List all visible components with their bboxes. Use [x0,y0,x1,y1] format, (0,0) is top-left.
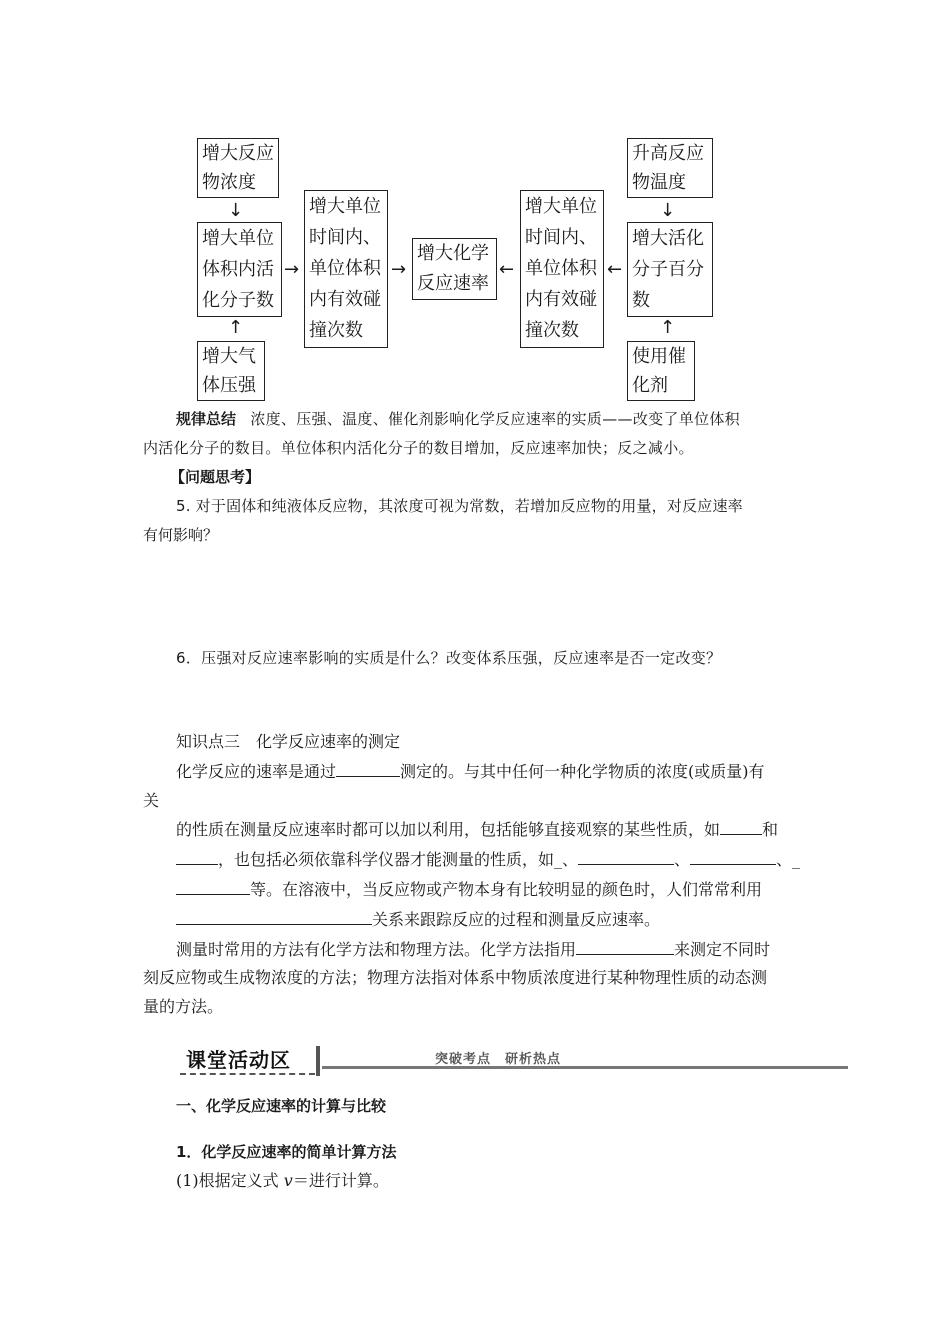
text: 、_ [776,850,801,869]
knowledge-title: 知识点三 化学反应速率的测定 [176,732,401,751]
box-line: 物浓度 [202,172,256,193]
question-6: 6．压强对反应速率影响的实质是什么？改变体系压强，反应速率是否一定改变？ [176,649,722,667]
box-increase-reaction-rate [412,238,497,300]
box-line: 增大气 [202,346,256,367]
box-line: 增大单位 [202,228,274,249]
box-line: 单位体积 [525,258,597,279]
summary-line-2: 内活化分子的数目。单位体积内活化分子的数目增加，反应速率加快；反之减小。 [143,439,694,457]
banner-subtitle: 突破考点 研析热点 [435,1052,562,1067]
text: 等。在溶液中，当反应物或产物本身有比较明显的颜色时，人们常常利用 [250,880,763,899]
box-line: 内有效碰 [309,289,381,310]
blank-observe-2 [176,848,218,865]
blank-instrument-1 [578,848,674,865]
box-line: 体积内活 [202,259,274,280]
text: ＝进行计算。 [292,1171,389,1190]
box-effective-collisions-right [520,190,604,348]
box-use-catalyst [627,341,695,401]
blank-instrument-3 [176,878,250,895]
subsection-heading: 1．化学反应速率的简单计算方法 [176,1143,397,1161]
box-line: 反应速率 [417,273,489,294]
box-effective-collisions-left [304,190,388,348]
section-banner [180,1043,315,1075]
blank-color-relation [176,908,372,925]
box-line: 化分子数 [202,290,274,311]
blank-measure [336,760,400,777]
text: 测量时常用的方法有化学方法和物理方法。化学方法指用 [176,940,577,959]
knowledge-paragraph-line: 刻反应物或生成物浓度的方法；物理方法指对体系中物质浓度进行某种物理性质的动态测 [143,968,768,987]
box-increase-pressure [197,341,265,401]
box-line: 分子百分 [632,259,704,280]
box-line: 内有效碰 [525,289,597,310]
knowledge-paragraph-line [176,848,800,871]
arrow-down-icon: ↓ [228,200,244,221]
knowledge-paragraph-line: 关 [143,791,160,810]
box-line: 单位体积 [309,258,381,279]
box-increase-concentration [197,138,279,198]
text: 测定的。与其中任何一种化学物质的浓度(或质量)有 [400,762,765,781]
knowledge-paragraph-line [176,938,770,961]
box-line: 时间内、 [309,227,381,248]
arrow-up-icon: ↑ [228,317,244,338]
box-line: 增大单位 [525,196,597,217]
knowledge-paragraph-line [176,760,765,783]
box-line: 时间内、 [525,227,597,248]
box-raise-temperature [627,138,713,198]
box-activated-molecules-count [197,222,282,317]
banner-title: 课堂活动区 [186,1048,291,1072]
text: 化学反应的速率是通过 [176,762,337,781]
text: 关系来跟踪反应的过程和测量反应速率。 [372,910,661,929]
box-line: 物温度 [632,172,686,193]
blank-chemical-method [576,938,674,955]
banner-divider [316,1046,320,1076]
box-line: 数 [632,290,650,311]
knowledge-paragraph-line [176,908,660,931]
box-activated-molecules-percent [627,222,713,317]
box-line: 增大单位 [309,196,381,217]
question-heading: 【问题思考】 [170,468,261,486]
section-heading: 一、化学反应速率的计算与比较 [176,1097,387,1115]
blank-observe-1 [720,818,762,835]
blank-instrument-2 [690,848,776,865]
velocity-symbol: v [283,1171,293,1190]
summary-line-1 [176,408,740,430]
arrow-up-icon: ↑ [660,317,676,338]
box-line: 增大活化 [632,228,704,249]
arrow-left-icon: ← [499,259,515,280]
box-line: 使用催 [632,346,686,367]
arrow-right-icon: → [284,259,300,280]
arrow-right-icon: → [391,259,407,280]
box-line: 增大化学 [417,243,489,264]
box-line: 增大反应 [202,143,274,164]
text: ，也包括必须依靠科学仪器才能测量的性质，如_、 [218,850,579,869]
knowledge-paragraph-line [176,818,778,841]
question-5-line-1: 5. 对于固体和纯液体反应物，其浓度可视为常数，若增加反应物的用量，对反应速率 [176,497,743,515]
text: (1)根据定义式 [176,1171,284,1190]
box-line: 化剂 [632,375,668,396]
text: 和 [762,820,779,839]
box-line: 升高反应 [632,143,704,164]
question-5-line-2: 有何影响？ [143,526,219,544]
box-line: 撞次数 [309,320,363,341]
summary-text: 浓度、压强、温度、催化剂影响化学反应速率的实质——改变了单位体积 [250,410,740,428]
arrow-down-icon: ↓ [660,200,676,221]
knowledge-paragraph-line: 量的方法。 [143,997,224,1016]
summary-label: 规律总结 [176,410,237,428]
formula-line [176,1170,389,1192]
arrow-left-icon: ← [607,259,623,280]
box-line: 体压强 [202,375,256,396]
knowledge-paragraph-line [176,878,762,901]
banner-underline [322,1066,848,1069]
text: 、 [674,850,691,869]
box-line: 撞次数 [525,320,579,341]
text: 来测定不同时 [674,940,771,959]
text: 的性质在测量反应速率时都可以加以利用，包括能够直接观察的某些性质，如 [176,820,721,839]
